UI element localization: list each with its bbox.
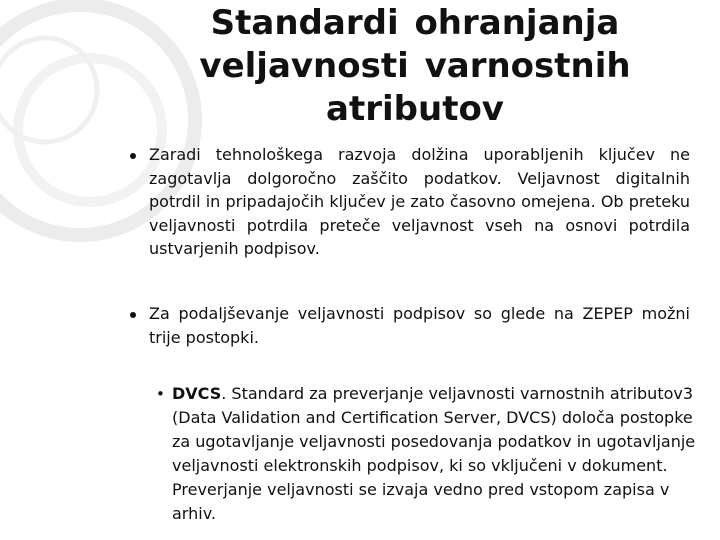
bullet-text: Za podaljševanje veljavnosti podpisov so glede na ZEPEP možni trije postopki. bbox=[149, 304, 690, 347]
bullet-item-2 bbox=[130, 302, 690, 349]
sub-bullet-text bbox=[172, 382, 701, 526]
sub-bullet-item-1 bbox=[156, 382, 701, 526]
slide-title: Standardi ohranjanja veljavnosti varnostnih atributov bbox=[199, 3, 631, 129]
bullet-text: Zaradi tehnološkega razvoja dolžina uporabljenih ključev ne zagotavlja dolgoročno zaščito podatkov. Veljavnost digitalnih potrdil in pripadajočih ključev je zato časovno omejena. Ob preteku veljavnosti potrdila preteče veljavnost vseh na osnovi potrdila ustvarjenih podpisov. bbox=[149, 145, 690, 258]
sub-bullet-term: DVCS bbox=[172, 384, 222, 403]
decor-ring-small bbox=[0, 38, 97, 142]
bullet-dot-icon bbox=[130, 312, 136, 318]
sub-bullet-dot-icon: • bbox=[156, 385, 165, 403]
sub-bullet-body: . Standard za preverjanje veljavnosti varnostnih atributov3 (Data Validation and Certification Server, DVCS) določa postopke za ugotavljanje veljavnosti posedovanja podatkov in ugotavljanje veljavnosti elektronskih podpisov, ki so vključeni v dokument. Preverjanje veljavnosti se izvaja vedno pred vstopom zapisa v arhiv. bbox=[172, 384, 696, 523]
bullet-item-1 bbox=[130, 143, 690, 261]
bullet-dot-icon bbox=[130, 153, 136, 159]
